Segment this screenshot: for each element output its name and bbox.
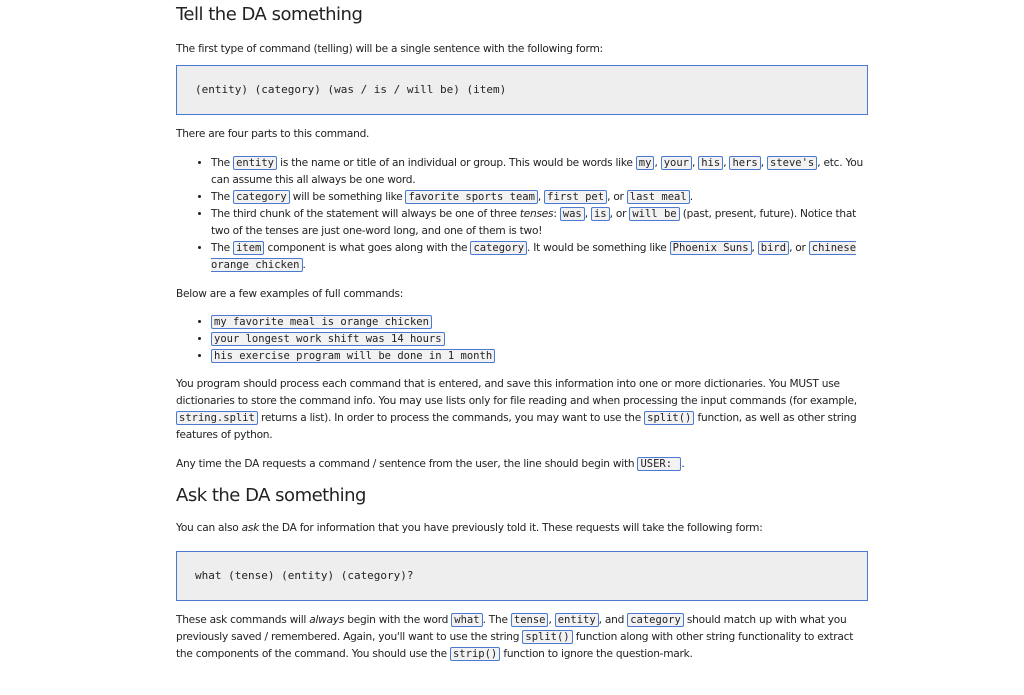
emphasis-text: always [309, 614, 345, 626]
text: , etc. You can assume this all always be one word. [211, 157, 863, 186]
text: , and [598, 614, 628, 626]
list-item [211, 155, 868, 189]
text: , [723, 157, 730, 169]
inline-code: last meal [627, 190, 690, 204]
text: , [548, 614, 555, 626]
inline-code: bird [758, 241, 789, 255]
text: begin with the word [344, 614, 452, 626]
text: . [681, 458, 685, 470]
inline-code: chinese orange chicken [211, 242, 857, 271]
examples-intro [176, 286, 868, 303]
inline-code: my [636, 156, 655, 170]
text: component is what goes along with the [264, 242, 471, 254]
list-item [211, 314, 868, 331]
ask-detail [176, 612, 868, 663]
list-item [211, 331, 868, 348]
text: Any time the DA requests a command / sentence from the user, the line should begin with [176, 458, 638, 470]
text: , or [607, 191, 627, 203]
inline-code: string.split [176, 411, 258, 425]
text: returns a list). In order to process the commands, you may want to use the [257, 412, 645, 424]
inline-code: will be [629, 207, 679, 221]
inline-code: is [591, 207, 610, 221]
list-item [211, 348, 868, 365]
tell-intro [176, 41, 868, 58]
inline-code: split() [644, 411, 694, 425]
text: You program should process each command that is entered, and save this information into one or more dictionaries. You MUST use dictionaries to store the command info. You may use lists only for file reading and when processing the input commands (for example, [176, 378, 857, 407]
text: should match up with what you previously saved / remembered. Again, you'll want to use the string [176, 614, 847, 643]
text: , [751, 242, 758, 254]
document [176, 0, 868, 663]
inline-code: USER: [637, 457, 681, 471]
text: the DA for information that you have previously told it. These requests will take the following form: [258, 522, 763, 534]
section-title-tell: Tell the DA something [176, 4, 363, 25]
text: , [654, 157, 661, 169]
ask-command-form: what (tense) (entity) (category)? [176, 551, 868, 601]
tell-command-form: (entity) (category) (was / is / will be) (item) [176, 65, 868, 115]
inline-code: category [627, 613, 684, 627]
text: . [302, 259, 306, 271]
inline-code: steve's [767, 156, 817, 170]
inline-code: split() [522, 630, 572, 644]
inline-code: first pet [544, 190, 607, 204]
examples-list [176, 314, 868, 365]
section-title-ask: Ask the DA something [176, 485, 366, 506]
inline-code: entity [555, 613, 599, 627]
text: There are four parts to this command. [176, 128, 370, 140]
text: . [689, 191, 693, 203]
inline-code: item [233, 241, 264, 255]
user-prefix-paragraph [176, 456, 868, 473]
list-item [211, 206, 868, 240]
inline-code: Phoenix Suns [670, 241, 752, 255]
text: The first type of command (telling) will be a single sentence with the following form: [176, 43, 603, 55]
text: The third chunk of the statement will always be one of three [211, 208, 520, 220]
parts-list [176, 155, 868, 274]
text: , [537, 191, 545, 203]
inline-code: your [661, 156, 692, 170]
process-paragraph [176, 376, 868, 444]
text: function, as well as other string features of python. [176, 412, 857, 441]
text: , or [609, 208, 630, 220]
text: Below are a few examples of full commands: [176, 288, 404, 300]
text: These ask commands will [176, 614, 310, 626]
inline-code: entity [233, 156, 277, 170]
text: : [553, 208, 560, 220]
parts-intro [176, 126, 868, 143]
list-item [211, 240, 868, 274]
text: The [211, 157, 234, 169]
inline-code: what [451, 613, 482, 627]
text: You can also [176, 522, 242, 534]
inline-code: strip() [450, 647, 500, 661]
text: . The [482, 614, 511, 626]
text: function along with other string functionality to extract the components of the command. You should use the [176, 631, 854, 660]
text: . It would be something like [527, 242, 670, 254]
inline-code: tense [511, 613, 549, 627]
emphasis-text: tenses [519, 208, 554, 220]
inline-code: category [470, 241, 527, 255]
inline-code: favorite sports team [405, 190, 537, 204]
inline-code: my favorite meal is orange chicken [211, 315, 432, 329]
text: function to ignore the question-mark. [500, 648, 693, 660]
text: The [211, 191, 234, 203]
inline-code: his exercise program will be done in 1 month [211, 349, 495, 363]
text: (past, present, future). Notice that two of the tenses are just one-word long, and one of them is two! [211, 208, 857, 237]
text: , or [789, 242, 809, 254]
text: , [584, 208, 591, 220]
inline-code: his [698, 156, 723, 170]
list-item [211, 189, 868, 206]
emphasis-text: ask [241, 522, 259, 534]
inline-code: category [233, 190, 290, 204]
text: , [691, 157, 699, 169]
text: will be something like [289, 191, 406, 203]
text: , [760, 157, 767, 169]
ask-intro [176, 520, 868, 537]
text: is the name or title of an individual or group. This would be words like [277, 157, 636, 169]
text: The [211, 242, 234, 254]
inline-code: your longest work shift was 14 hours [211, 332, 445, 346]
inline-code: hers [729, 156, 760, 170]
inline-code: was [560, 207, 585, 221]
